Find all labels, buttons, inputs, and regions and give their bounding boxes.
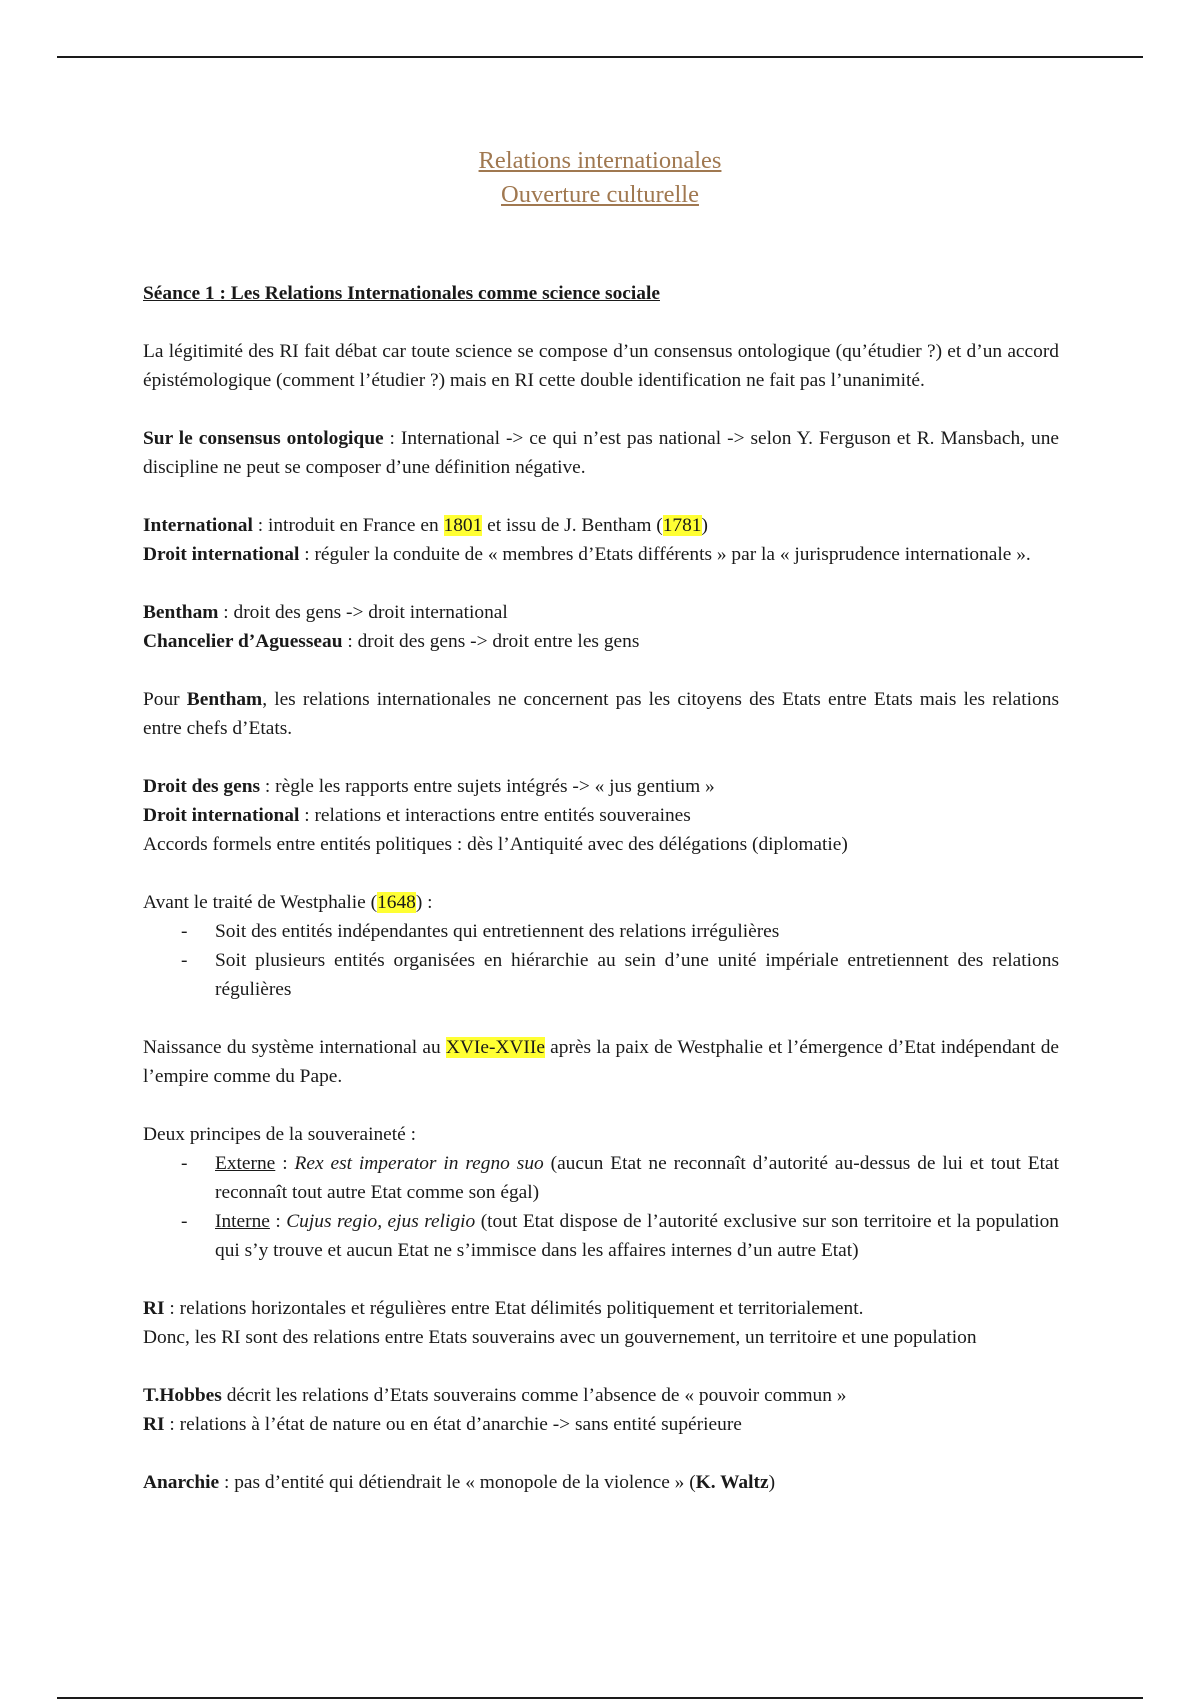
paragraph-ri [143,1294,1059,1352]
accords-formels: Accords formels entre entités politiques : dès l’Antiquité avec des délégations (diplomatie) [143,834,848,855]
list-item-interne: - Interne : Cujus regio, ejus religio (tout Etat dispose de l’autorité exclusive sur son territoire et la population qui s’y trouve et aucun Etat ne s’immisce dans les affaires internes d’un autre Etat) [143,1207,1059,1265]
definition-droit-des-gens: Droit des gens : règle les rapports entre sujets intégrés -> « jus gentium » [143,776,715,797]
paragraph-international [143,511,1059,569]
paragraph-westphalie: Avant le traité de Westphalie (1648) : [143,892,433,913]
bottom-rule [57,1697,1143,1699]
paragraph-legitimite: La légitimité des RI fait débat car toute science se compose d’un consensus ontologique (qu’étudier ?) et d’un accord épistémologique (comment l’étudier ?) mais en RI cette double identification ne fait pas l’unanimité. [143,341,1059,391]
term: Sur le consensus ontologique [143,428,384,449]
highlight-period: XVIe-XVIIe [445,1037,545,1058]
conclusion-donc: Donc, les RI sont des relations entre Etats souverains avec un gouvernement, un territoire et une population [143,1327,977,1348]
souverainete-intro: Deux principes de la souveraineté : [143,1124,416,1145]
paragraph-consensus: Sur le consensus ontologique : International -> ce qui n’est pas national -> selon Y. Ferguson et R. Mansbach, une discipline ne peut se composer d’une définition négative. [143,428,1059,478]
paragraph-droit-des-gens [143,772,1059,859]
paragraph-hobbes [143,1381,1059,1439]
definition-chancelier: Chancelier d’Aguesseau : droit des gens -> droit entre les gens [143,631,640,652]
document-subtitle: Ouverture culturelle [501,181,699,208]
list-item: - Soit plusieurs entités organisées en hiérarchie au sein d’une unité impériale entretiennent des relations régulières [143,946,1059,1004]
highlight-1648: 1648 [377,892,416,913]
definition-droit-international: Droit international : réguler la conduite de « membres d’Etats différents » par la « jurisprudence internationale ». [143,544,1031,565]
document-header [0,144,1200,212]
definition-ri-nature: RI : relations à l’état de nature ou en état d’anarchie -> sans entité supérieure [143,1414,742,1435]
westphalie-list [143,917,1059,1004]
definition-bentham: Bentham : droit des gens -> droit international [143,602,508,623]
paragraph-anarchie: Anarchie : pas d’entité qui détiendrait le « monopole de la violence » (K. Waltz) [143,1472,776,1493]
highlight-1801: 1801 [443,515,483,536]
paragraph-naissance: Naissance du système international au XVIe-XVIIe après la paix de Westphalie et l’émergence d’Etat indépendant de l’empire comme du Pape. [143,1037,1060,1087]
definition-international: International : introduit en France en 1801 et issu de J. Bentham (1781) [143,515,708,536]
paragraph-pour-bentham: Pour Bentham, les relations internationales ne concernent pas les citoyens des Etats entre Etats mais les relations entre chefs d’Etats. [143,689,1059,739]
session-heading: Séance 1 : Les Relations Internationales comme science sociale [143,283,660,304]
highlight-1781: 1781 [662,515,702,536]
document-body [143,279,1059,1526]
souverainete-list [143,1149,1059,1265]
top-rule [57,56,1143,58]
list-item-externe: - Externe : Rex est imperator in regno suo (aucun Etat ne reconnaît d’autorité au-dessus de lui et tout Etat reconnaît tout autre Etat comme son égal) [143,1149,1059,1207]
list-item: - Soit des entités indépendantes qui entretiennent des relations irrégulières [143,917,1059,946]
definition-droit-international-2: Droit international : relations et interactions entre entités souveraines [143,805,691,826]
definition-hobbes: T.Hobbes décrit les relations d’Etats souverains comme l’absence de « pouvoir commun » [143,1385,847,1406]
definition-ri: RI : relations horizontales et régulières entre Etat délimités politiquement et territorialement. [143,1298,864,1319]
paragraph-bentham [143,598,1059,656]
document-title: Relations internationales [478,147,722,174]
